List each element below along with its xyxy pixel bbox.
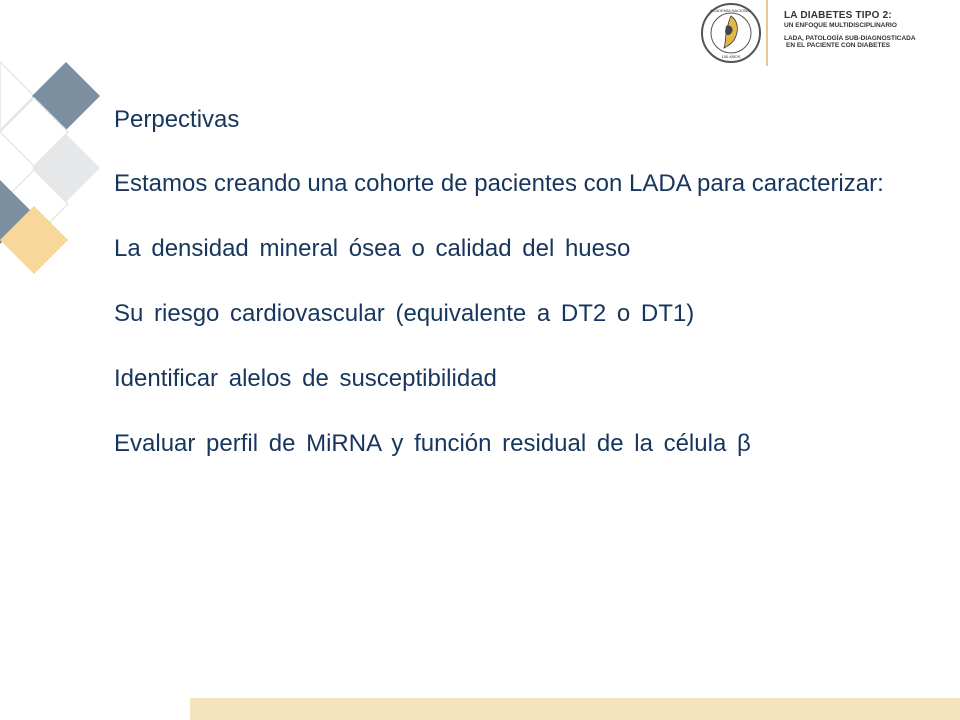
item-cardiovascular-risk: Su riesgo cardiovascular (equivalente a DT2 o DT1) xyxy=(114,300,695,327)
slide-title: Perpectivas xyxy=(114,106,240,133)
svg-text:150 AÑOS: 150 AÑOS xyxy=(721,54,741,59)
decorative-diamonds xyxy=(0,0,120,280)
topic-line-1: LADA, PATOLOGÍA SUB-DIAGNOSTICADA xyxy=(784,34,916,42)
topic-line-2: EN EL PACIENTE CON DIABETES xyxy=(786,42,891,50)
series-title: LA DIABETES TIPO 2: xyxy=(784,10,892,21)
diamond-gray xyxy=(32,134,100,202)
footer-bar xyxy=(190,698,960,720)
item-bone-density: La densidad mineral ósea o calidad del hueso xyxy=(114,235,631,262)
series-subtitle: UN ENFOQUE MULTIDISCIPLINARIO xyxy=(784,21,897,29)
diamond-slate-top xyxy=(32,62,100,130)
slide-body xyxy=(114,104,916,493)
intro-text: Estamos creando una cohorte de pacientes con LADA para caracterizar: xyxy=(114,170,884,197)
diamond-outline-top xyxy=(0,62,34,130)
item-susceptibility-alleles: Identificar alelos de susceptibilidad xyxy=(114,365,497,392)
item-mirna-profile: Evaluar perfil de MiRNA y función residual de la célula β xyxy=(114,430,751,457)
svg-text:ACADEMIA NACIONAL: ACADEMIA NACIONAL xyxy=(709,8,753,13)
header-divider xyxy=(766,0,768,66)
header-series-info xyxy=(784,10,954,50)
academy-seal-logo xyxy=(700,2,762,64)
